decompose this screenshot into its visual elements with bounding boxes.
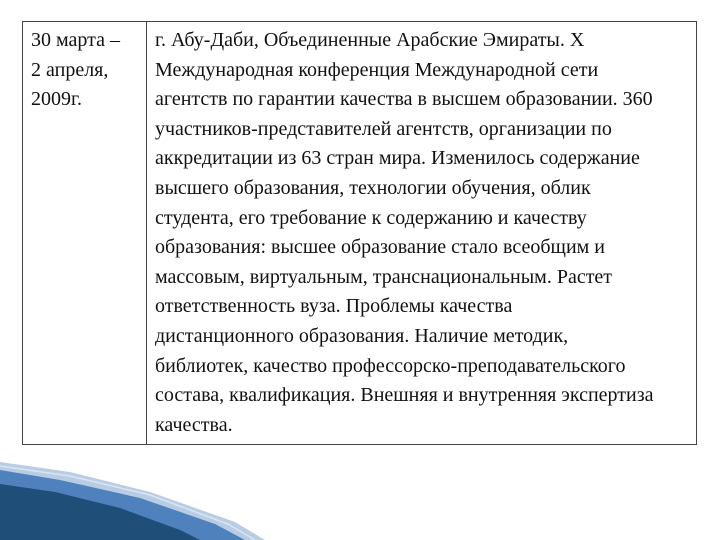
description-line: участников-представителей агентств, организации по <box>155 117 612 140</box>
date-line: 2 апреля, <box>31 58 109 81</box>
table-row <box>23 22 697 445</box>
description-line: агентств по гарантии качества в высшем образовании. 360 <box>155 88 653 111</box>
description-line: аккредитации из 63 стран мира. Изменилось содержание <box>155 147 640 170</box>
date-line: 2009г. <box>31 88 82 111</box>
description-line: дистанционного образования. Наличие методик, <box>155 324 569 347</box>
description-cell <box>147 22 697 445</box>
date-line: 30 марта – <box>31 29 120 51</box>
date-cell <box>23 22 147 445</box>
description-line: состава, квалификация. Внешняя и внутренняя экспертиза <box>155 384 654 407</box>
event-table <box>22 21 697 445</box>
description-line: библиотек, качество профессорско-преподавательского <box>155 354 626 377</box>
corner-swoosh-decoration <box>0 440 720 540</box>
description-line: г. Абу-Даби, Объединенные Арабские Эмираты. X <box>155 29 585 51</box>
description-line: Международная конференция Международной сети <box>155 58 599 81</box>
description-line: массовым, виртуальным, транснациональным. Растет <box>155 265 613 288</box>
description-line: образования: высшее образование стало всеобщим и <box>155 236 605 259</box>
description-line: качества. <box>155 413 233 436</box>
description-line: ответственность вуза. Проблемы качества <box>155 295 513 318</box>
description-line: студента, его требование к содержанию и качеству <box>155 206 587 229</box>
description-line: высшего образования, технологии обучения, облик <box>155 176 591 199</box>
